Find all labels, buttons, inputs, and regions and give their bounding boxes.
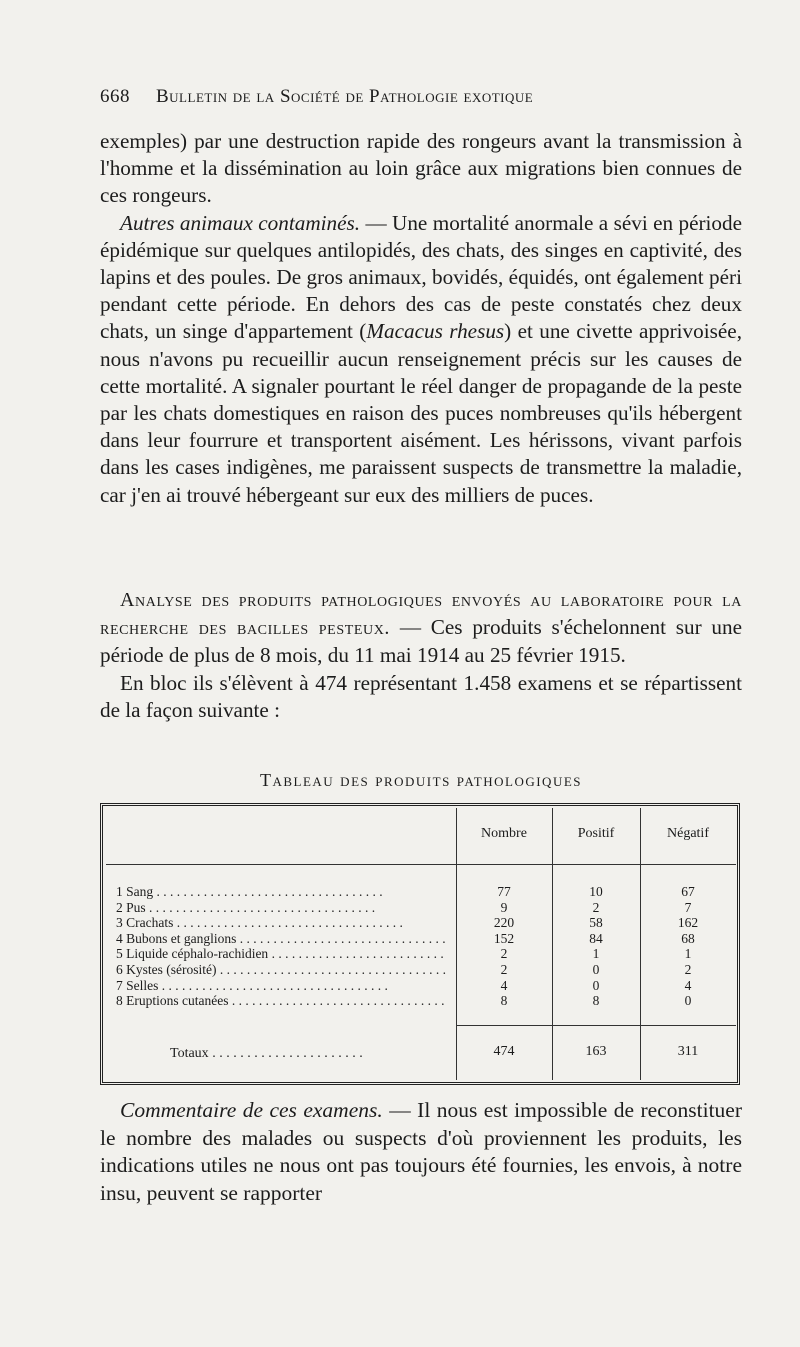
section-title-commentary: Commentaire de ces examens. bbox=[120, 1098, 383, 1122]
row-label: 4 Bubons et ganglions . . . bbox=[116, 931, 448, 947]
running-title: Bulletin de la Société de Pathologie exotique bbox=[156, 86, 534, 107]
cell-positif: 8 bbox=[592, 993, 600, 1009]
cell-nombre: 8 bbox=[500, 993, 508, 1009]
totals-label: Totaux . . . bbox=[170, 1046, 448, 1062]
cell-nombre: 152 bbox=[493, 930, 515, 946]
cell-positif: 0 bbox=[592, 961, 600, 977]
row-label: 6 Kystes (sérosité) . . . bbox=[116, 962, 448, 978]
paragraph-commentary-text: — Il nous est impossible de reconstituer le nombre des malades ou suspects d'où proviennent les produits, les indications utiles ne nous ont pas toujours été fournies, les envois, à notre insu, peuvent se rapporter bbox=[100, 1098, 742, 1205]
cell-nombre: 4 bbox=[500, 977, 508, 993]
row-label: 5 Liquide céphalo-rachidien . . . bbox=[116, 946, 448, 962]
paragraph-totals: En bloc ils s'élèvent à 474 représentant 1.458 examens et se répartissent de la façon suivante : bbox=[100, 670, 742, 722]
page-number: 668 bbox=[100, 86, 130, 107]
cell-negatif: 1 bbox=[684, 946, 692, 962]
cell-nombre: 220 bbox=[493, 915, 515, 931]
paragraph-analysis-text: — Ces produits s'échelonnent sur une période de plus de 8 mois, du 11 mai 1914 au 25 février 1915. bbox=[100, 615, 742, 668]
cell-positif: 58 bbox=[589, 915, 603, 931]
table-header-rule bbox=[106, 864, 736, 865]
column-positif bbox=[552, 884, 640, 1009]
cell-positif: 0 bbox=[592, 977, 600, 993]
header-negatif: Négatif bbox=[667, 826, 709, 841]
cell-negatif: 0 bbox=[684, 993, 692, 1009]
body-text-commentary bbox=[100, 1097, 742, 1207]
body-text-analysis bbox=[100, 586, 742, 724]
column-nombre bbox=[456, 884, 552, 1009]
table-title: Tableau des produits pathologiques bbox=[259, 770, 583, 790]
total-negatif: 311 bbox=[677, 1044, 699, 1059]
cell-positif: 84 bbox=[589, 930, 603, 946]
cell-nombre: 2 bbox=[500, 961, 508, 977]
paragraph-other-animals-part-b: ) et une civette apprivoisée, nous n'avons pu recueillir aucun renseignement précis sur les causes de cette mortalité. A signaler pourtant le réel danger de propagande de la peste par les chats domestiques en raison des puces nombreuses qu'ils hébergent dans leur fourrure et transportent aisément. Les hérissons, vivant parfois dans les cases indigènes, me paraissent suspects de transmettre la maladie, car j'en ai trouvé hébergeant sur eux des milliers de puces. bbox=[100, 319, 742, 507]
row-label: 3 Crachats . . . bbox=[116, 915, 448, 931]
row-label: 2 Pus . . . bbox=[116, 900, 448, 916]
header-nombre: Nombre bbox=[481, 826, 527, 841]
cell-positif: 10 bbox=[589, 884, 603, 899]
row-label: 8 Eruptions cutanées . . . bbox=[116, 993, 448, 1009]
table-totals-rule bbox=[456, 1025, 736, 1026]
row-labels bbox=[116, 884, 448, 1009]
species-name: Macacus rhesus bbox=[366, 319, 505, 344]
header-positif: Positif bbox=[577, 826, 615, 841]
cell-positif: 2 bbox=[592, 899, 600, 915]
cell-negatif: 2 bbox=[684, 961, 692, 977]
paragraph-other-animals bbox=[100, 210, 742, 509]
section-title-analysis: Analyse des produits pathologiques envoyés au laboratoire pour la recherche des bacilles pesteux. bbox=[100, 589, 742, 640]
paragraph-commentary bbox=[100, 1097, 742, 1207]
body-text-top bbox=[100, 128, 742, 509]
cell-negatif: 4 bbox=[684, 977, 692, 993]
cell-nombre: 77 bbox=[497, 884, 511, 899]
cell-negatif: 162 bbox=[677, 915, 699, 931]
section-title-other-animals: Autres animaux contaminés. bbox=[120, 210, 361, 235]
paragraph-rodents: exemples) par une destruction rapide des rongeurs avant la transmission à l'homme et la dissémination au loin grâce aux migrations bien connues de ces rongeurs. bbox=[100, 129, 742, 208]
cell-nombre: 9 bbox=[500, 899, 508, 915]
column-negatif bbox=[640, 884, 736, 1009]
cell-nombre: 2 bbox=[500, 946, 508, 962]
row-label: 1 Sang . . . bbox=[116, 884, 448, 900]
paragraph-analysis bbox=[100, 586, 742, 670]
row-label: 7 Selles . . . bbox=[116, 978, 448, 994]
cell-negatif: 68 bbox=[681, 930, 695, 946]
cell-negatif: 67 bbox=[681, 884, 695, 899]
running-header bbox=[100, 86, 740, 108]
cell-positif: 1 bbox=[592, 946, 600, 962]
paragraph-other-animals-part-a: — Une mortalité anormale a sévi en période épidémique sur quelques antilopidés, des chats, des singes en captivité, des lapins et des poules. De gros animaux, bovidés, équidés, ont également péri pendant cette période. En dehors des cas de peste constatés chez deux chats, un singe d'appartement ( bbox=[100, 210, 743, 344]
total-nombre: 474 bbox=[493, 1044, 515, 1059]
total-positif: 163 bbox=[585, 1044, 607, 1059]
cell-negatif: 7 bbox=[684, 899, 692, 915]
